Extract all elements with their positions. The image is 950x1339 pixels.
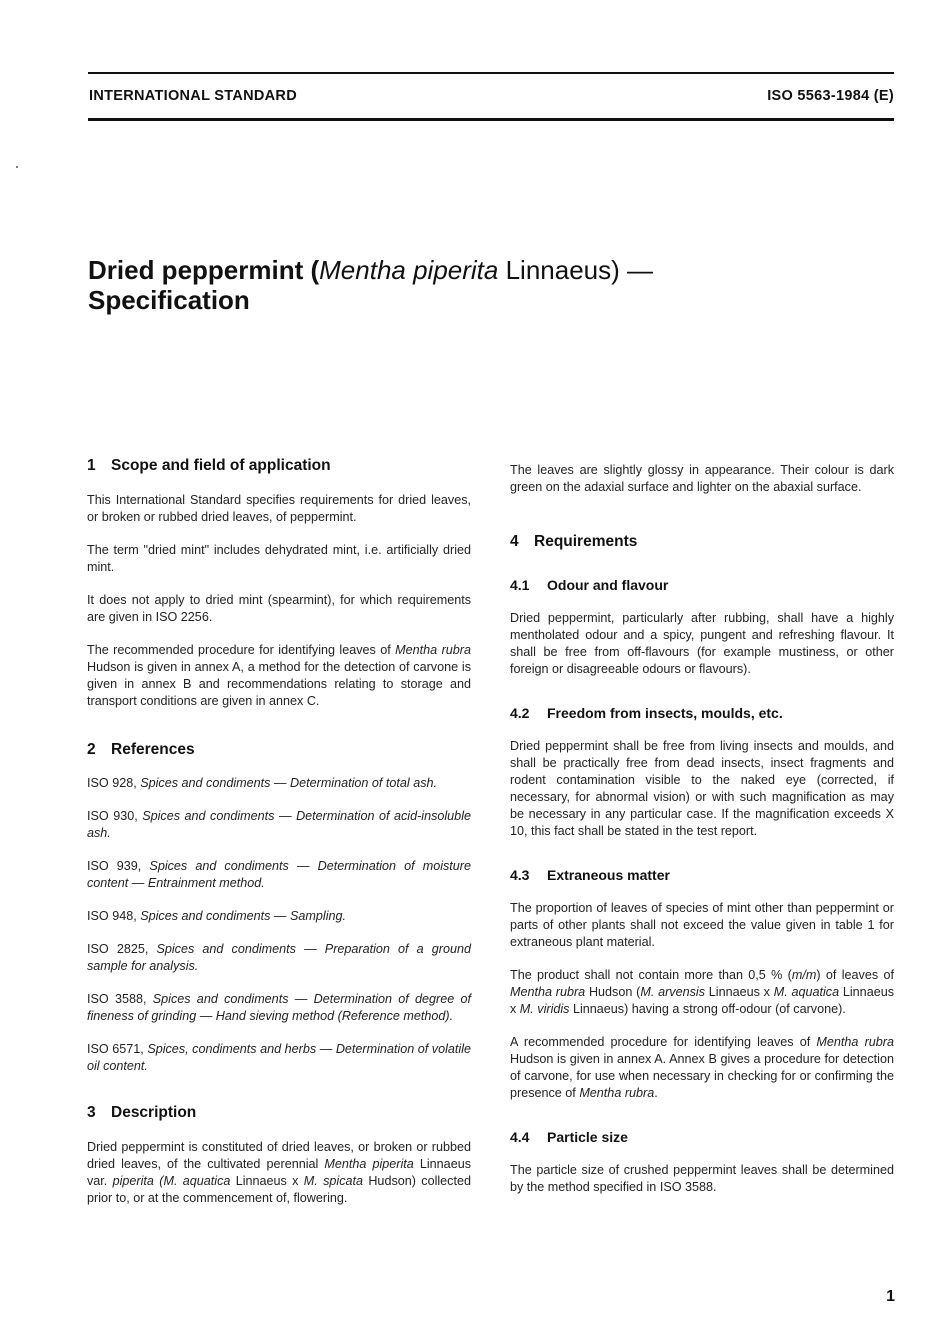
section-3-paragraph-2: The leaves are slightly glossy in appearance. Their colour is dark green on the adaxial surface and lighter on the abaxial surface. [510, 463, 894, 494]
page-title [88, 255, 848, 315]
reference-item: ISO 930, Spices and condiments — Determination of acid-insoluble ash. [87, 809, 471, 840]
section-1-heading: 1 Scope and field of application [87, 457, 331, 474]
section-4-4-heading: 4.4 Particle size [510, 1129, 628, 1145]
reference-item: ISO 3588, Spices and condiments — Determination of degree of fineness of grinding — Hand sieving method (Reference method). [87, 992, 472, 1023]
section-4-3-heading: 4.3 Extraneous matter [510, 867, 670, 883]
page-number: 1 [886, 1288, 895, 1305]
section-3-paragraph-1: Dried peppermint is constituted of dried leaves, or broken or rubbed dried leaves, of the cultivated perennial Mentha piperita Linnaeus var. piperita (M. aquatica Linnaeus x M. spicata Hudson) collected prior to, or at the commencement of, flowering. [87, 1140, 471, 1205]
section-4-heading: 4 Requirements [510, 533, 638, 550]
right-column [510, 462, 894, 1196]
title-species: Mentha piperita [319, 255, 499, 285]
reference-item: ISO 948, Spices and condiments — Sampling. [87, 909, 347, 923]
section-4-4-paragraph: The particle size of crushed peppermint leaves shall be determined by the method specified in ISO 3588. [510, 1163, 894, 1194]
section-4-3-paragraph-2: The product shall not contain more than 0,5 % (m/m) of leaves of Mentha rubra Hudson (M. arvensis Linnaeus x M. aquatica Linnaeus x M. viridis Linnaeus) having a strong off-odour (of carvone). [510, 968, 894, 1016]
section-2-heading: 2 References [87, 741, 195, 758]
left-column [87, 456, 471, 1207]
section-1-paragraph-3: It does not apply to dried mint (spearmint), for which requirements are given in ISO 2256. [87, 593, 471, 624]
header-top-rule [88, 72, 894, 74]
section-4-3-paragraph-1: The proportion of leaves of species of mint other than peppermint or parts of other plants shall not exceed the value given in table 1 for extraneous plant material. [510, 901, 894, 949]
title-part1: Dried peppermint ( [88, 255, 320, 285]
header-bottom-rule [88, 118, 894, 121]
title-part2: Linnaeus) — [498, 255, 654, 285]
section-4-2-paragraph: Dried peppermint shall be free from living insects and moulds, and shall be practically free from dead insects, insect fragments and rodent contamination visible to the naked eye (corrected, if necessary, for abnormal vision) or with such magnification as may be necessary in any particular case. If the magnification exceeds X 10, this fact shall be stated in the test report. [510, 739, 894, 838]
header-document-type: INTERNATIONAL STANDARD [89, 88, 297, 104]
section-1-paragraph-4: The recommended procedure for identifying leaves of Mentha rubra Hudson is given in annex A, a method for the detection of carvone is given in annex B and recommendations relating to storage and transport conditions are given in annex C. [87, 643, 471, 708]
reference-item: ISO 939, Spices and condiments — Determination of moisture content — Entrainment method. [87, 859, 471, 890]
section-4-2-heading: 4.2 Freedom from insects, moulds, etc. [510, 705, 783, 721]
section-4-1-heading: 4.1 Odour and flavour [510, 577, 669, 593]
scan-speck [16, 166, 18, 168]
reference-item: ISO 928, Spices and condiments — Determination of total ash. [87, 776, 438, 790]
section-4-1-paragraph: Dried peppermint, particularly after rubbing, shall have a highly mentholated odour and a spicy, pungent and refreshing flavour. It shall be free from off-flavours (for example mustiness, or other foreign or disagreeable odours or flavours). [510, 611, 894, 676]
section-1-paragraph-1: This International Standard specifies requirements for dried leaves, or broken or rubbed dried leaves, of peppermint. [87, 493, 471, 524]
section-3-heading: 3 Description [87, 1104, 197, 1121]
header-standard-number: ISO 5563-1984 (E) [767, 88, 894, 104]
section-1-paragraph-2: The term "dried mint" includes dehydrated mint, i.e. artificially dried mint. [87, 543, 471, 574]
section-4-3-paragraph-3: A recommended procedure for identifying leaves of Mentha rubra Hudson is given in annex A. Annex B gives a procedure for detection of carvone, for use when necessary in checking for or confirming the presence of Mentha rubra. [510, 1035, 894, 1100]
title-line2: Specification [88, 285, 250, 315]
reference-item: ISO 2825, Spices and condiments — Preparation of a ground sample for analysis. [87, 942, 472, 973]
reference-item: ISO 6571, Spices, condiments and herbs — Determination of volatile oil content. [87, 1042, 472, 1073]
